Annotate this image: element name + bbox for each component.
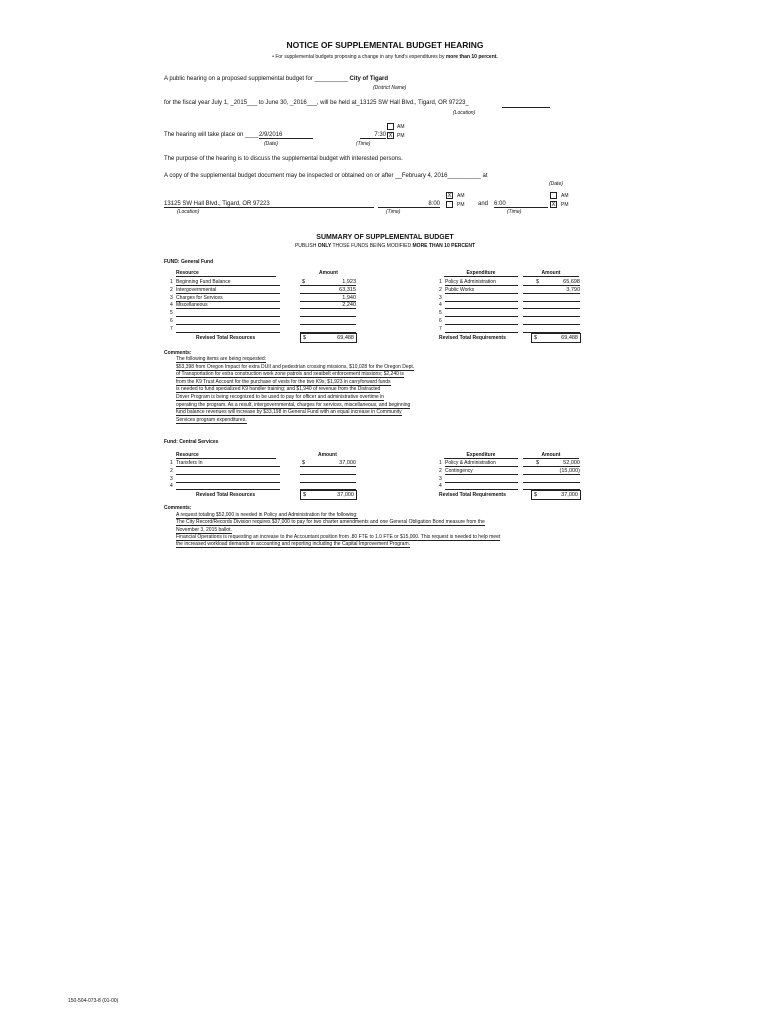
fund2-comment-line: A request totaling $52,000 is needed in Policy and Administration for the following: (176, 512, 358, 518)
fund2-resource-name (176, 476, 280, 483)
fund2-resource-name: Transfers In (176, 460, 280, 467)
fund1-exp-amount: 65,698 (523, 279, 580, 286)
hearing-intro: A public hearing on a proposed supplemental budget for __________ City of Tigard (164, 76, 389, 82)
fund1-exp-amount (523, 326, 580, 333)
fund2-total-res-value: 37,000 (337, 492, 354, 498)
fund2-total-exp-value: 37,000 (561, 492, 578, 498)
hearing-am-checkbox[interactable] (387, 123, 394, 130)
fund1-exp-name (445, 310, 518, 317)
copy-from-pm-checkbox[interactable] (446, 201, 453, 208)
fund1-resource-amount (300, 326, 356, 333)
fund2-label: Fund: Central Services (164, 439, 219, 445)
fund2-comment-line: The City Record/Records Division requires $37,000 to pay for two charter amendments and one General Obligation Bond measure from the (176, 519, 485, 526)
fund1-exp-amount: 3,790 (523, 287, 580, 294)
fund1-exp-num: 4 (439, 302, 442, 309)
fund1-exp-num: 5 (439, 310, 442, 317)
district-name: City of Tigard (349, 76, 389, 82)
fund2-total-res-dollar: $ (303, 492, 307, 498)
fund1-resource-name (176, 310, 280, 317)
copy-to-pm-label: PM (561, 202, 569, 208)
fund2-exp-num: 3 (439, 475, 442, 482)
fund1-resource-name: Miscellaneous (176, 302, 280, 309)
fund1-exp-amount (523, 318, 580, 325)
location-caption: (Location) (453, 110, 476, 116)
copy-from-am-label: AM (457, 193, 465, 199)
fund2-resource-num: 4 (170, 483, 173, 490)
fund1-resource-num: 4 (170, 302, 173, 309)
hearing-time: 7:30 (360, 132, 386, 139)
fund2-exp-num: 4 (439, 483, 442, 490)
copy-from-am-checkbox[interactable]: X (447, 193, 452, 199)
fund1-total-exp-value: 69,488 (561, 335, 578, 341)
fund1-exp-num: 7 (439, 325, 442, 332)
fund1-resource-name (176, 318, 280, 325)
fund1-resource-num: 3 (170, 294, 173, 301)
copy-to-pm-checkbox[interactable]: X (551, 202, 556, 208)
fund1-resource-amount (300, 318, 356, 325)
fund2-resource-num: 1 (170, 460, 173, 466)
fund1-total-exp-box (531, 333, 581, 343)
fund2-resource-amount (300, 468, 356, 475)
copy-time-to-caption: (Time) (507, 209, 522, 215)
fund2-resource-amount: 37,000 (300, 460, 356, 467)
fund1-exp-num: 3 (439, 294, 442, 301)
fund1-comment-line: of Transportation for extra construction work zone patrols and seatbelt enforcement missions; $2,240 is (176, 371, 404, 378)
fund1-exp-amount (523, 295, 580, 302)
fund2-comment-line: Financial Operations is requesting an increase to the Accountant position from .80 FTE to 1.0 FTE or $15,000. This request is needed to help meet (176, 533, 501, 540)
fund2-comments-label: Comments: (164, 505, 192, 511)
fund2-resource-num: 2 (170, 467, 173, 474)
fund1-total-exp-dollar: $ (534, 335, 538, 341)
fund2-exp-name: Contingency (445, 468, 518, 475)
fund1-resource-num: 6 (170, 318, 173, 324)
fund1-exp-name: Policy & Administration (445, 279, 518, 286)
copy-to-am-checkbox[interactable] (550, 192, 557, 199)
fund1-resource-num: 2 (170, 286, 173, 293)
fund2-total-exp-box (531, 490, 581, 500)
hearing-date: 2/9/2016 (259, 132, 313, 139)
fund1-resource-num: 7 (170, 325, 173, 332)
copy-location-caption: (Location) (177, 209, 200, 215)
copy-time-to: 6:00 (494, 201, 548, 208)
page-title: NOTICE OF SUPPLEMENTAL BUDGET HEARING (286, 40, 484, 50)
fund2-expenditure-header: Expenditure (444, 452, 518, 459)
hearing-time-caption: (Time) (356, 141, 371, 147)
fund2-exp-name: Policy & Administration (445, 460, 518, 467)
fund1-comment-line: $53,398 from Oregon Impact for extra DUII and pedestrian crossing missions, $10,028 for the Oregon Dept. (176, 363, 415, 370)
fund2-comment-line: November 3, 2015 ballot. (176, 526, 232, 533)
hearing-date-caption: (Date) (264, 141, 278, 147)
hearing-purpose: The purpose of the hearing is to discuss the supplemental budget with interested persons. (164, 156, 403, 162)
fund2-total-res-label: Revised Total Resources (196, 492, 256, 498)
fund1-total-res-label: Revised Total Resources (196, 335, 256, 341)
fund1-resource-header: Resource (176, 270, 276, 277)
fund2-exp-num: 2 (439, 467, 442, 474)
fund1-resource-name: Intergovernmental (176, 287, 280, 294)
hearing-date-intro: The hearing will take place on ____ (164, 132, 259, 138)
copy-availability-line: A copy of the supplemental budget document may be inspected or obtained on or after __February 4, 2016__________ at (164, 173, 488, 179)
fund1-resource-amount: 1,923 (300, 279, 356, 286)
fund1-resource-amount: 1,940 (300, 295, 356, 302)
location-underline (502, 107, 550, 108)
copy-date-caption: (Date) (549, 181, 563, 187)
fund1-exp-name: Public Works (445, 287, 518, 294)
fund1-resource-name: Charges for Services (176, 295, 280, 302)
fund2-exp-amount (523, 476, 580, 483)
fund2-exp-amount: (15,000) (523, 468, 580, 475)
copy-from-pm-label: PM (457, 202, 465, 208)
fund1-comments-label: Comments: (164, 350, 192, 356)
fund1-resource-name: Beginning Fund Balance (176, 279, 280, 286)
fund1-resource-name (176, 326, 280, 333)
fund1-expenditure-header: Expenditure (444, 270, 518, 277)
fund2-exp-name (445, 476, 518, 483)
fund2-comment-line: the increased workload demands in accounting and reporting including the Capital Improvement Program. (176, 541, 411, 548)
fund1-exp-dollar: $ (536, 279, 540, 285)
fund2-exp-amount-header: Amount (523, 452, 579, 459)
fund1-label: FUND: General Fund (164, 259, 214, 265)
fund1-exp-amount-header: Amount (523, 270, 579, 277)
fund2-resource-header: Resource (176, 452, 276, 459)
form-number: 150-504-073-8 (01-00) (68, 998, 119, 1004)
hearing-pm-checkbox[interactable]: X (388, 133, 393, 139)
copy-to-am-label: AM (561, 193, 569, 199)
fund1-resource-amount: 2,240 (300, 302, 356, 309)
fund2-resource-name (176, 468, 280, 475)
district-caption: (District Name) (373, 85, 407, 91)
fund2-total-exp-label: Revised Total Requirements (439, 492, 506, 498)
hearing-pm-label: PM (397, 133, 405, 139)
fund1-exp-num: 6 (439, 318, 442, 324)
fund1-resource-dollar: $ (302, 279, 306, 285)
fund1-comment-line: from the K9 Trust Account for the purchase of vests for the two K9s; $1,923 in carryforward funds (176, 378, 391, 385)
page-subtitle: • For supplemental budgets proposing a change in any fund's expenditures by more than 10 percent. (272, 54, 498, 60)
fund1-exp-amount (523, 302, 580, 309)
fund1-total-res-dollar: $ (303, 335, 307, 341)
fund1-exp-name (445, 318, 518, 325)
fund2-exp-num: 1 (439, 460, 442, 466)
summary-subtitle: PUBLISH ONLY THOSE FUNDS BEING MODIFIED MORE THAN 10 PERCENT (294, 243, 476, 249)
fund1-exp-num: 2 (439, 286, 442, 293)
fiscal-year-line: for the fiscal year July 1, _2015___ to June 30, _2016___, will be held at_13125 SW Hall Blvd., Tigard, OR 97223_ (164, 100, 469, 106)
fund1-exp-name (445, 326, 518, 333)
fund2-resource-name (176, 483, 280, 490)
hearing-am-label: AM (397, 124, 405, 130)
copy-time-from-caption: (Time) (386, 209, 401, 215)
fund2-exp-name (445, 483, 518, 490)
summary-title: SUMMARY OF SUPPLEMENTAL BUDGET (316, 234, 454, 241)
fund2-resource-dollar: $ (302, 460, 306, 466)
fund1-comment-line: The following items are being requested: (176, 356, 267, 362)
fund1-comment-line: fund balance revenues will increase by $33,198 in General Fund with an equal increase in Community (176, 409, 402, 416)
fund2-resource-amount (300, 476, 356, 483)
fund1-exp-name (445, 295, 518, 302)
fund1-resource-amount: 63,315 (300, 287, 356, 294)
fund2-exp-dollar: $ (536, 460, 540, 466)
fund2-exp-amount: 52,000 (523, 460, 580, 467)
fund1-amount-header: Amount (319, 270, 338, 276)
fund2-total-res-box (300, 490, 357, 500)
fund1-total-res-value: 69,488 (337, 335, 354, 341)
fund1-comment-line: Driver Program is being recognized to be used to pay for officer and administrative overtime in (176, 394, 385, 400)
fund1-resource-num: 1 (170, 279, 173, 285)
fund2-amount-header: Amount (318, 452, 337, 458)
copy-location: 13125 SW Hall Blvd., Tigard, OR 97223 (164, 201, 374, 208)
fund1-comment-line: is needed to fund specialized K9 handler training; and $1,940 of revenue from the Distracted (176, 386, 381, 393)
fund1-comment-line: operating the program. As a result, intergovernmental, charges for services, miscellaneous, and beginning (176, 401, 411, 408)
fund1-exp-num: 1 (439, 279, 442, 285)
fund2-total-exp-dollar: $ (534, 492, 538, 498)
fund1-exp-amount (523, 310, 580, 317)
fund1-exp-name (445, 302, 518, 309)
fund1-resource-amount (300, 310, 356, 317)
fund1-resource-num: 5 (170, 310, 173, 317)
copy-time-from: 8:00 (378, 201, 440, 208)
and-label: and (478, 201, 489, 207)
fund2-resource-num: 3 (170, 475, 173, 482)
fund1-total-exp-label: Revised Total Requirements (439, 335, 506, 341)
fund1-total-res-box (300, 333, 357, 343)
fund1-comment-line: Services program expenditures. (176, 416, 247, 423)
